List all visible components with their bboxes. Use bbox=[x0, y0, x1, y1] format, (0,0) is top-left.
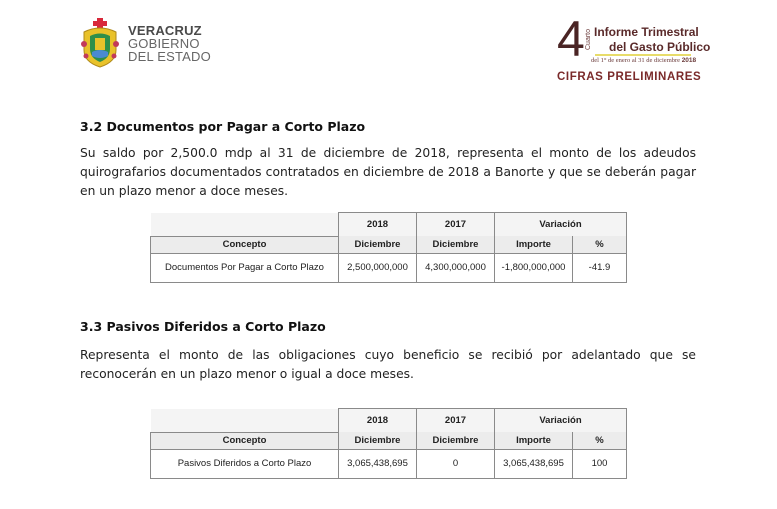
section-paragraph: Representa el monto de las obligaciones cuyo beneficio se recibió por adelantado que se reconocerán en un plazo menor o igual a doce meses. bbox=[80, 348, 696, 381]
quarter-caption: Cuarto bbox=[585, 28, 592, 50]
column-header: % bbox=[573, 236, 627, 253]
column-header: Diciembre bbox=[417, 236, 495, 253]
section-heading: 3.2 Documentos por Pagar a Corto Plazo bbox=[80, 119, 366, 134]
column-header: Importe bbox=[495, 236, 573, 253]
documentos-table bbox=[150, 212, 627, 283]
report-subtitle: CIFRAS PRELIMINARES bbox=[557, 71, 702, 83]
table-row bbox=[151, 253, 627, 282]
section-heading: 3.3 Pasivos Diferidos a Corto Plazo bbox=[80, 319, 326, 334]
cell-concepto: Documentos Por Pagar a Corto Plazo bbox=[151, 253, 339, 282]
cell-importe: -1,800,000,000 bbox=[495, 253, 573, 282]
year-header: 2017 bbox=[417, 213, 495, 237]
quarter-number: 4 bbox=[557, 11, 585, 67]
cell-2018: 3,065,438,695 bbox=[339, 449, 417, 478]
pasivos-table bbox=[150, 408, 627, 479]
title-underline bbox=[595, 54, 691, 56]
logo-line-veracruz: VERACRUZ bbox=[128, 22, 202, 38]
column-header: Concepto bbox=[151, 236, 339, 253]
period-year: 2018 bbox=[681, 57, 697, 64]
veracruz-coat-of-arms-icon bbox=[80, 18, 120, 68]
period-text: del 1° de enero al 31 de diciembre bbox=[591, 57, 681, 64]
cell-2018: 2,500,000,000 bbox=[339, 253, 417, 282]
state-logo bbox=[80, 18, 211, 68]
column-header: Importe bbox=[495, 432, 573, 449]
cell-percent: 100 bbox=[573, 449, 627, 478]
logo-line-del-estado: DEL ESTADO bbox=[128, 48, 211, 64]
cell-percent: -41.9 bbox=[573, 253, 627, 282]
variation-header: Variación bbox=[495, 213, 627, 237]
cell-importe: 3,065,438,695 bbox=[495, 449, 573, 478]
column-header: Diciembre bbox=[339, 236, 417, 253]
year-header: 2018 bbox=[339, 213, 417, 237]
column-header: Concepto bbox=[151, 432, 339, 449]
year-header: 2018 bbox=[339, 409, 417, 433]
report-title-line2: del Gasto Público bbox=[609, 40, 711, 54]
column-header: % bbox=[573, 432, 627, 449]
table-row bbox=[151, 449, 627, 478]
report-badge bbox=[555, 11, 711, 88]
report-title-line1: Informe Trimestral bbox=[594, 25, 699, 39]
variation-header: Variación bbox=[495, 409, 627, 433]
cell-2017: 0 bbox=[417, 449, 495, 478]
logo-line-gobierno: GOBIERNO bbox=[128, 35, 200, 51]
column-header: Diciembre bbox=[417, 432, 495, 449]
year-header: 2017 bbox=[417, 409, 495, 433]
report-period bbox=[591, 57, 696, 64]
cell-concepto: Pasivos Diferidos a Corto Plazo bbox=[151, 449, 339, 478]
cell-2017: 4,300,000,000 bbox=[417, 253, 495, 282]
section-paragraph: Su saldo por 2,500.0 mdp al 31 de diciembre de 2018, representa el monto de los adeudos quirografarios documentados contratados en diciembre de 2018 a Banorte y que se deberán pagar en un plazo menor a doce meses. bbox=[80, 146, 696, 198]
column-header: Diciembre bbox=[339, 432, 417, 449]
